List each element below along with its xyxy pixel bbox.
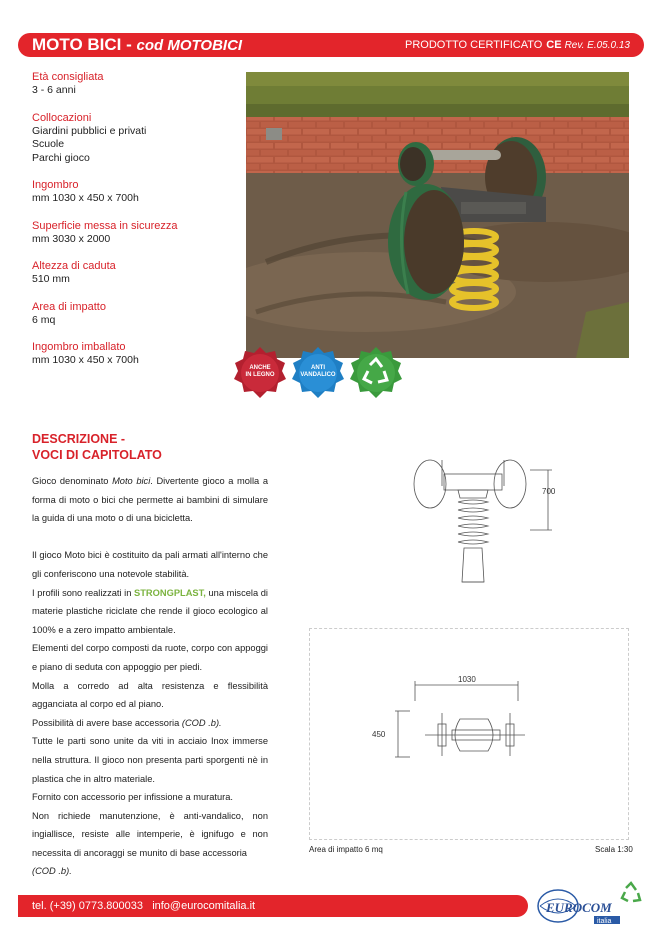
recycle-icon xyxy=(348,345,404,401)
eurocom-logo-icon xyxy=(530,878,650,928)
description-paragraph xyxy=(32,714,268,733)
spec-value: 6 mq xyxy=(32,313,56,326)
description-paragraph: Il gioco Moto bici è costituito da pali armati all'interno che gli conferiscono una notevole stabilità. xyxy=(32,550,268,579)
product-name-italic: Moto bici xyxy=(112,476,151,486)
description-paragraph xyxy=(32,472,268,528)
description-paragraph xyxy=(32,584,268,640)
spec-value: Scuole xyxy=(32,138,65,150)
description-text: una miscela di materie plastiche riciclate che rende il gioco ecologico al 100% e a zero impatto ambientale. xyxy=(32,587,268,635)
spec-value: Giardini pubblici e privati xyxy=(32,124,147,137)
front-elevation-drawing xyxy=(400,450,570,595)
plan-length-label: 1030 xyxy=(458,675,476,684)
wood-badge-line2: IN LEGNO xyxy=(245,372,275,378)
spec-value: Parchi gioco xyxy=(32,151,90,164)
scale-caption: Scala 1:30 xyxy=(595,845,633,854)
vandal-badge-line1: ANTI xyxy=(311,365,325,371)
description-paragraph: Molla a corredo ad alta resistenza e flessibilità agganciata al corpo ed al piano. xyxy=(32,680,268,710)
accessory-code: (COD .b). xyxy=(32,866,72,877)
description-text: I profili sono realizzati in xyxy=(32,587,135,598)
logo-sub: italia xyxy=(597,918,612,925)
product-title xyxy=(32,34,242,57)
certification xyxy=(405,38,630,53)
certified-label: PRODOTTO CERTIFICATO xyxy=(404,39,543,51)
spec-fall-height xyxy=(32,259,232,287)
impact-area-caption: Area di impatto 6 mq xyxy=(309,845,383,854)
spec-label: Ingombro imballato xyxy=(32,341,126,353)
description-title-line2: VOCI DI CAPITOLATO xyxy=(32,447,162,462)
footer-contacts xyxy=(32,899,255,913)
eurocom-logo xyxy=(530,878,650,928)
strongplast-brand: STRONGPLAST, xyxy=(134,587,206,598)
spec-value: mm 1030 x 450 x 700h xyxy=(32,354,139,366)
front-height-label: 700 xyxy=(542,487,556,496)
front-elevation-svg xyxy=(400,450,570,595)
spec-label: Ingombro xyxy=(32,179,79,191)
recycle-badge xyxy=(348,345,404,401)
spec-packaging xyxy=(32,340,232,368)
vandal-badge xyxy=(290,345,346,401)
logo-name: EUROCOM xyxy=(546,900,612,915)
spec-value: mm 1030 x 450 x 700h xyxy=(32,192,139,204)
spec-dimensions xyxy=(32,178,232,206)
description-paragraph: Non richiede manutenzione, è anti-vandalico, non ingiallisce, resiste alle intemperie, è ignifugo e non necessita di ancoraggi se munito di base accessoria xyxy=(32,810,268,858)
plan-view-box xyxy=(309,628,629,840)
description-text: . Divertente gioco a molla a forma di moto o bici che permette ai bambini di simulare la guida di una moto o di una bicicletta. xyxy=(32,476,268,524)
spec-label: Età consigliata xyxy=(32,71,104,83)
spec-label: Collocazioni xyxy=(32,111,92,124)
accessory-code: (COD .b). xyxy=(181,717,222,728)
spec-value: mm 3030 x 2000 xyxy=(32,232,111,245)
vandal-badge-line2: VANDALICO xyxy=(300,372,336,378)
product-photo xyxy=(246,72,629,358)
description-text: Possibilità di avere base accessoria xyxy=(32,717,182,728)
header-bar xyxy=(18,33,644,57)
badge-row xyxy=(232,345,412,405)
description-text: Gioco denominato xyxy=(32,476,113,486)
footer-phone: tel. (+39) 0773.800033 xyxy=(32,900,144,912)
description-title-line1: DESCRIZIONE - xyxy=(32,432,126,446)
description-title xyxy=(32,432,162,463)
wood-badge-line1: ANCHE xyxy=(249,365,271,371)
footer-bar xyxy=(18,895,528,917)
spec-label: Superficie messa in sicurezza xyxy=(32,219,178,232)
spec-label: Area di impatto xyxy=(32,300,106,313)
description-paragraph: Fornito con accessorio per infissione a muratura. xyxy=(32,792,234,803)
product-code: cod MOTOBICI xyxy=(136,37,243,54)
description-body xyxy=(32,472,268,881)
spec-value: 510 mm xyxy=(32,273,70,285)
wood-badge xyxy=(232,345,288,401)
description-paragraph: Tutte le parti sono unite da viti in acciaio Inox immerse nella struttura. Il gioco non presenta parti sporgenti nè in plastica che in altro materiale. xyxy=(32,736,268,784)
spec-label: Altezza di caduta xyxy=(32,260,116,272)
ce-mark-icon: CE xyxy=(546,39,562,51)
spec-safety-area xyxy=(32,219,232,247)
spec-value: 3 - 6 anni xyxy=(32,84,76,96)
spec-locations xyxy=(32,111,232,166)
description-paragraph: Elementi del corpo composti da ruote, corpo con appoggi e piano di seduta con appoggio per piedi. xyxy=(32,643,268,672)
plan-width-label: 450 xyxy=(372,730,386,739)
spec-list xyxy=(32,70,232,381)
footer-email: info@eurocomitalia.it xyxy=(152,900,256,912)
spec-impact-area xyxy=(32,300,232,328)
product-name: MOTO BICI - xyxy=(32,35,137,54)
spec-age xyxy=(32,70,232,98)
revision-code: Rev. E.05.0.13 xyxy=(564,40,630,51)
plan-view-svg xyxy=(310,629,628,839)
